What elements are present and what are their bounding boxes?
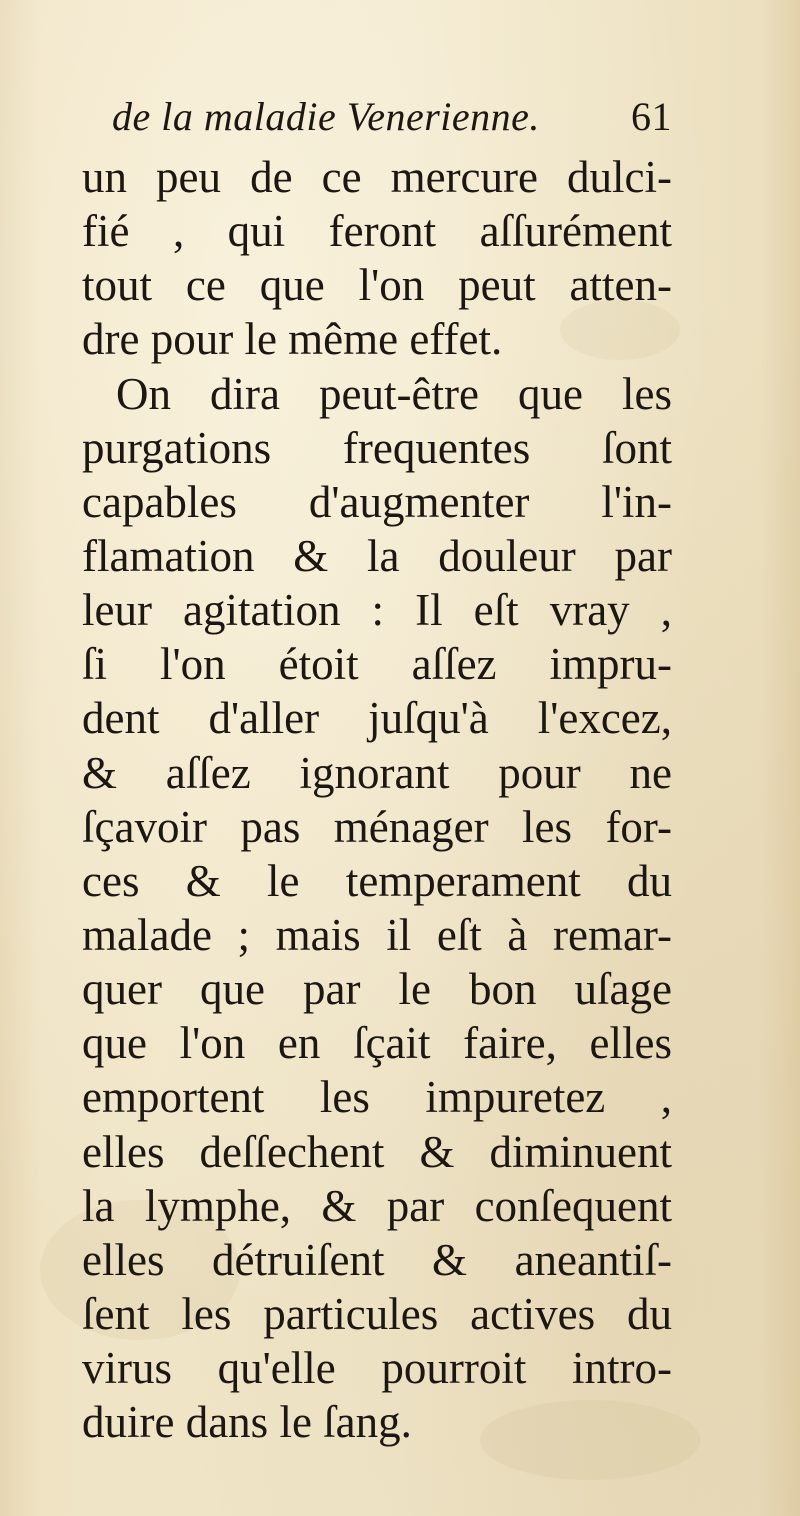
running-head	[112, 92, 672, 142]
text-line: purgations frequentes ſont	[82, 422, 672, 473]
page-number: 61	[631, 94, 672, 139]
text-line: que l'on en ſçait faire, elles	[82, 1018, 672, 1069]
text-line: duire dans le ſang.	[82, 1397, 412, 1448]
text-line: elles détruiſent & aneantiſ-	[82, 1234, 672, 1285]
text-line: un peu de ce mercure dulci-	[82, 152, 672, 202]
text-line: capables d'augmenter l'in-	[82, 476, 672, 527]
text-line: ces & le temperament du	[82, 855, 672, 906]
text-line: On dira peut-être que les	[116, 368, 672, 419]
text-line: quer que par le bon uſage	[82, 964, 672, 1015]
text-line: leur agitation : Il eſt vray ,	[82, 585, 672, 636]
running-head-title: de la maladie Venerienne.	[112, 94, 540, 139]
text-line: & aſſez ignorant pour ne	[82, 747, 672, 798]
text-line: flamation & la douleur par	[82, 530, 672, 581]
text-line: ſent les particules actives du	[82, 1288, 672, 1339]
text-line: fié , qui feront aſſurément	[82, 206, 672, 257]
text-line: ſçavoir pas ménager les for-	[82, 801, 672, 852]
text-line: ſi l'on étoit aſſez impru-	[82, 639, 672, 690]
text-line: malade ; mais il eſt à remar-	[82, 909, 672, 960]
text-line: elles deſſechent & diminuent	[82, 1126, 672, 1177]
text-line: la lymphe, & par conſequent	[82, 1180, 672, 1231]
text-line: emportent les impuretez ,	[82, 1072, 672, 1123]
text-line: dent d'aller juſqu'à l'excez,	[82, 693, 672, 744]
body-text	[82, 150, 672, 1449]
text-line: dre pour le même effet.	[82, 314, 503, 365]
text-line: virus qu'elle pourroit intro-	[82, 1343, 672, 1394]
text-line: tout ce que l'on peut atten-	[82, 260, 672, 311]
